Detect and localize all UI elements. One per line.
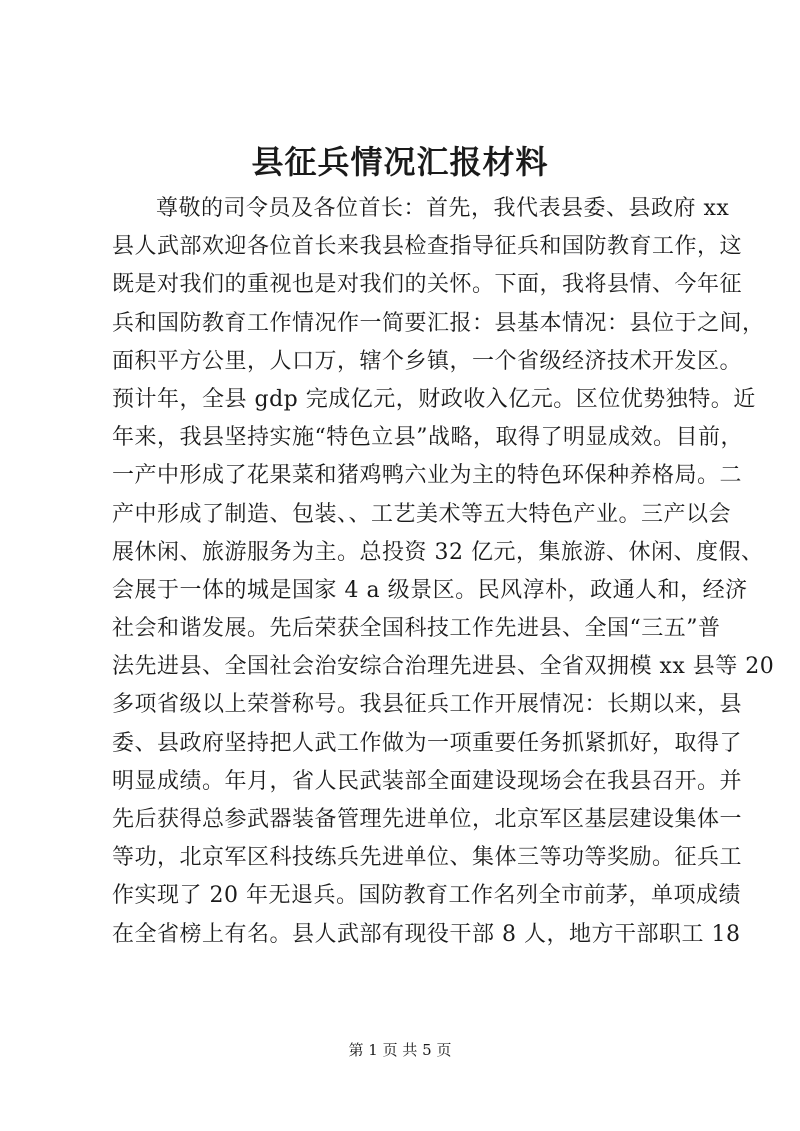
document-body xyxy=(112,190,775,954)
body-line: 兵和国防教育工作情况作一简要汇报：县基本情况：县位于之间， xyxy=(112,310,765,336)
body-line: 在全省榜上有名。县人武部有现役干部 8 人，地方干部职工 18 xyxy=(112,921,741,947)
body-line: 尊敬的司令员及各位首长：首先，我代表县委、县政府 xx xyxy=(156,196,730,221)
body-line: 既是对我们的重视也是对我们的关怀。下面，我将县情、今年征 xyxy=(112,272,743,298)
body-line: 先后获得总参武器装备管理先进单位，北京军区基层建设集体一 xyxy=(112,807,743,832)
body-line: 产中形成了制造、包装、、工艺美术等五大特色产业。三产以会 xyxy=(112,501,732,527)
body-line: 法先进县、全国社会治安综合治理先进县、全省双拥模 xx 县等 20 xyxy=(112,654,775,680)
body-line: 等功，北京军区科技练兵先进单位、集体三等功等奖励。征兵工 xyxy=(112,845,743,871)
body-line: 面积平方公里，人口万，辖个乡镇，一个省级经济技术开发区。 xyxy=(112,348,743,374)
body-line: 会展于一体的城是国家 4 a 级景区。民风淳朴，政通人和，经济 xyxy=(112,577,748,603)
body-line: 作实现了 20 年无退兵。国防教育工作名列全市前茅，单项成绩 xyxy=(112,883,741,909)
body-line: 展休闲、旅游服务为主。总投资 32 亿元，集旅游、休闲、度假、 xyxy=(112,539,764,565)
body-line: 一产中形成了花果菜和猪鸡鸭六业为主的特色环保种养格局。二 xyxy=(112,463,743,489)
body-line: 社会和谐发展。先后荣获全国科技工作先进县、全国“三五”普 xyxy=(112,616,721,642)
body-line: 多项省级以上荣誉称号。我县征兵工作开展情况：长期以来，县 xyxy=(112,692,743,718)
body-line: 明显成绩。年月，省人民武装部全面建设现场会在我县召开。并 xyxy=(112,768,743,794)
document-title: 县征兵情况汇报材料 xyxy=(251,143,549,181)
body-line: 委、县政府坚持把人武工作做为一项重要任务抓紧抓好，取得了 xyxy=(112,730,743,756)
page-number: 第 1 页 共 5 页 xyxy=(348,1041,452,1059)
body-line: 年来，我县坚持实施“特色立县”战略，取得了明显成效。目前， xyxy=(112,425,743,451)
body-line: 预计年，全县 gdp 完成亿元，财政收入亿元。区位优势独特。近 xyxy=(112,386,756,412)
body-line: 县人武部欢迎各位首长来我县检查指导征兵和国防教育工作，这 xyxy=(112,234,743,260)
